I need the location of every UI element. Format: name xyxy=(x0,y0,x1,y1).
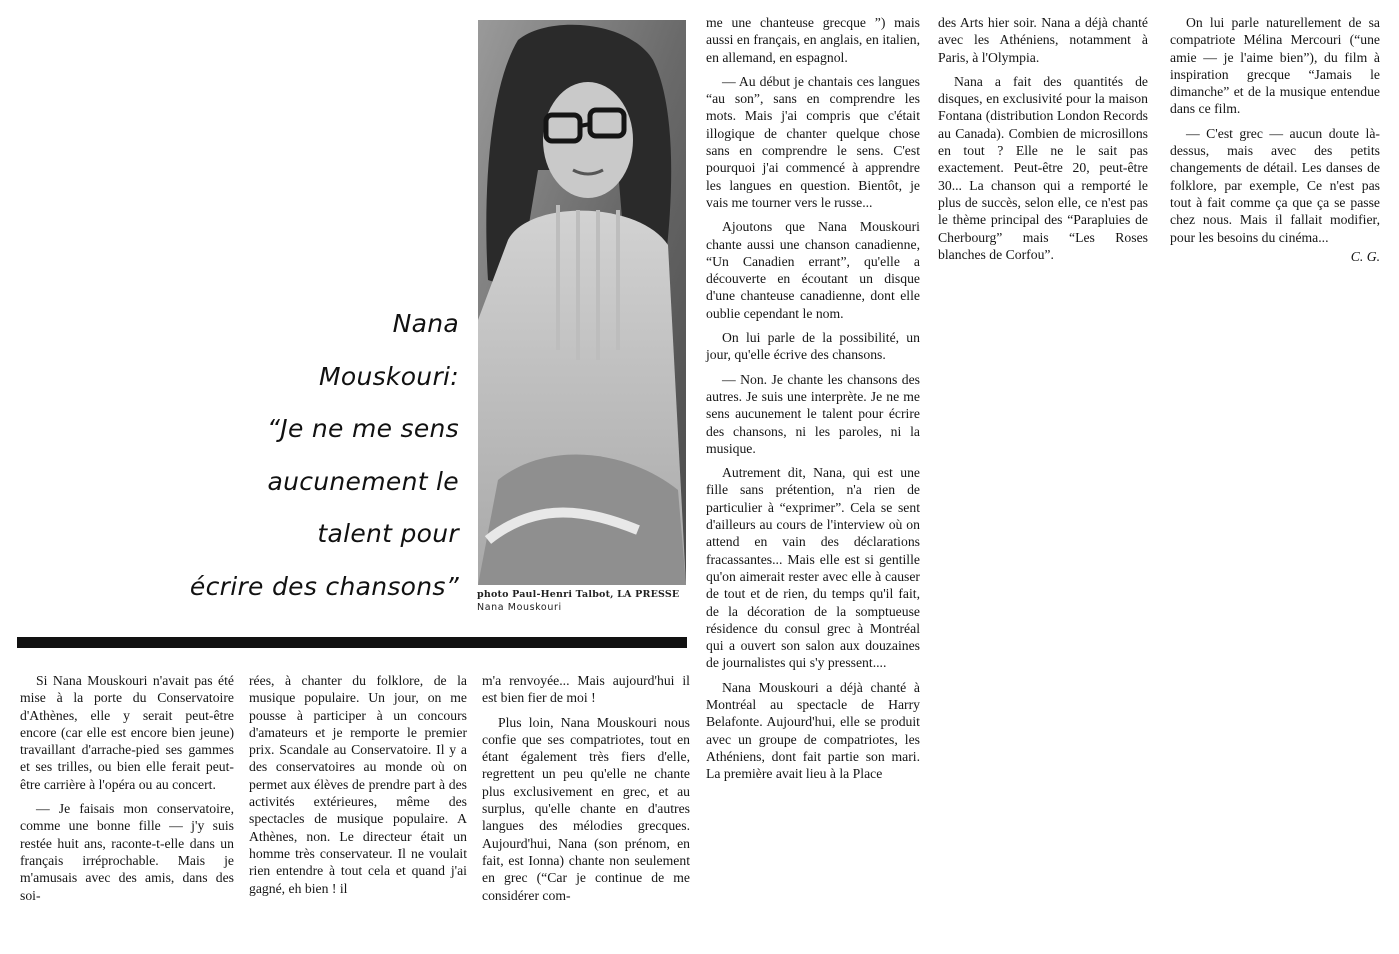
portrait-image xyxy=(478,20,686,585)
paragraph: — Non. Je chante les chansons des autres. Je suis une interprète. Je ne me sens aucunement le talent pour écrire des chansons, ni les paroles, ni la musique. xyxy=(706,371,920,456)
paragraph: On lui parle naturellement de sa compatriote Mélina Mercouri (“une amie — je l'aime bien”), du film à inspiration grecque “Jamais le dimanche” et de la musique entendue dans ce film. xyxy=(1170,15,1380,117)
paragraph: des Arts hier soir. Nana a déjà chanté avec les Athéniens, notamment à Paris, à l'Olympia. xyxy=(938,15,1148,65)
paragraph: Nana Mouskouri a déjà chanté à Montréal au spectacle de Harry Belafonte. Aujourd'hui, elle se produit avec un groupe de compatriotes, les Athéniens, dont fait partie son mari. La première avait lieu à la Place xyxy=(706,679,920,782)
paragraph: rées, à chanter du folklore, de la musique populaire. Un jour, on me pousse à participer à un concours d'amateurs et je remporte le premier prix. Scandale au Conservatoire. Il y a des conservatoires au monde où on permet aux élèves de prendre part à des activités extérieures, même des spectacles de musique populaire. A Athènes, non. Le directeur était un homme très conservateur. Il ne voulait rien entendre à tout cela et quand j'ai gagné, eh bien ! il xyxy=(249,673,467,896)
paragraph: Si Nana Mouskouri n'avait pas été mise à la porte du Conservatoire d'Athènes, elle y serait peut-être encore (car elle est encore bien jeune) travaillant d'arrache-pied ses gammes et ses trilles, ou bien elle ferait peut-être carrière à l'opéra ou au concert. xyxy=(20,673,234,792)
paragraph: me une chanteuse grecque ”) mais aussi en français, en anglais, en italien, en allemand, en espagnol. xyxy=(706,15,920,65)
portrait-photo xyxy=(478,20,686,585)
paragraph: Ajoutons que Nana Mouskouri chante aussi une chanson canadienne, “Un Canadien errant”, qu'elle a découverte en écoutant un disque d'une chanteuse canadienne, dont elle oublie cependant le nom. xyxy=(706,219,920,321)
article-column-5 xyxy=(938,14,1148,263)
headline-line: Mouskouri: xyxy=(319,361,459,391)
paragraph: Autrement dit, Nana, qui est une fille sans prétention, n'a rien de particulier à “exprimer”. Cela se sent d'ailleurs au cours de l'interview où on attend en vain des déclarations fracassantes... Mais elle est si gentille qu'on aimerait rester avec elle à causer de tout et de rien, du temps qu'il fait, de la décoration de la somptueuse résidence du consul grec à Montréal qui a ouvert son salon aux douzaines de journalistes qui s'y pressent.... xyxy=(706,465,920,671)
photo-caption xyxy=(477,588,697,614)
article-column-6 xyxy=(1170,14,1380,265)
headline-line: aucunement le xyxy=(267,466,459,496)
divider-rule xyxy=(17,637,687,648)
paragraph: On lui parle de la possibilité, un jour, qu'elle écrive des chansons. xyxy=(706,330,920,363)
paragraph: — C'est grec — aucun doute là-dessus, mais avec des petits changements de détail. Les danses de folklore, par exemple, Ce n'est pas tout à fait comme ça que ça se passe chez nous. Mais il fallait modifier, pour les besoins du cinéma... xyxy=(1170,125,1380,245)
paragraph: — Je faisais mon conservatoire, comme une bonne fille — j'y suis restée huit ans, raconte-t-elle dans un français irréprochable. Mais je m'amusais avec des amis, dans des soi- xyxy=(20,801,234,903)
paragraph: — Au début je chantais ces langues “au son”, sans en comprendre les mots. Mais j'ai compris que c'était illogique de chanter quelque chose sans en comprendre le sens. C'est pourquoi j'ai commencé à apprendre les langues en question. Bientôt, je vais me tourner vers le russe... xyxy=(706,73,920,210)
article-column-1 xyxy=(20,672,234,904)
article-column-3 xyxy=(482,672,690,904)
paragraph: m'a renvoyée... Mais aujourd'hui il est bien fier de moi ! xyxy=(482,673,690,706)
paragraph: Nana a fait des quantités de disques, en exclusivité pour la maison Fontana (distribution London Records au Canada). Combien de microsillons en tout ? Elle ne le sait pas exactement. Peut-être 20, peut-être 30... La chanson qui a remporté le plus de succès, selon elle, ce n'est pas le thème principal des “Parapluies de Cherbourg” mais “Les Roses blanches de Corfou”. xyxy=(938,73,1148,262)
article-column-2 xyxy=(249,672,467,897)
headline-line: écrire des chansons” xyxy=(189,571,459,601)
headline-line: Nana xyxy=(392,309,459,338)
headline xyxy=(0,298,459,613)
author-signature: C. G. xyxy=(1350,248,1380,264)
photo-credit: photo Paul-Henri Talbot, LA PRESSE xyxy=(477,589,680,600)
paragraph: Plus loin, Nana Mouskouri nous confie que ses compatriotes, tout en étant également très fiers d'elle, regrettent un peu qu'elle ne chante plus exclusivement en grec, et au surplus, qu'elle chante en d'autres langues des mélodies grecques. Aujourd'hui, Nana (son prénom, en fait, est Ionna) chante non seulement en grec (“Car je continue de me considérer com- xyxy=(482,714,690,903)
article-column-4 xyxy=(706,14,920,782)
headline-line: talent pour xyxy=(317,519,459,548)
headline-line: “Je ne me sens xyxy=(267,414,459,443)
photo-subject: Nana Mouskouri xyxy=(477,602,562,613)
